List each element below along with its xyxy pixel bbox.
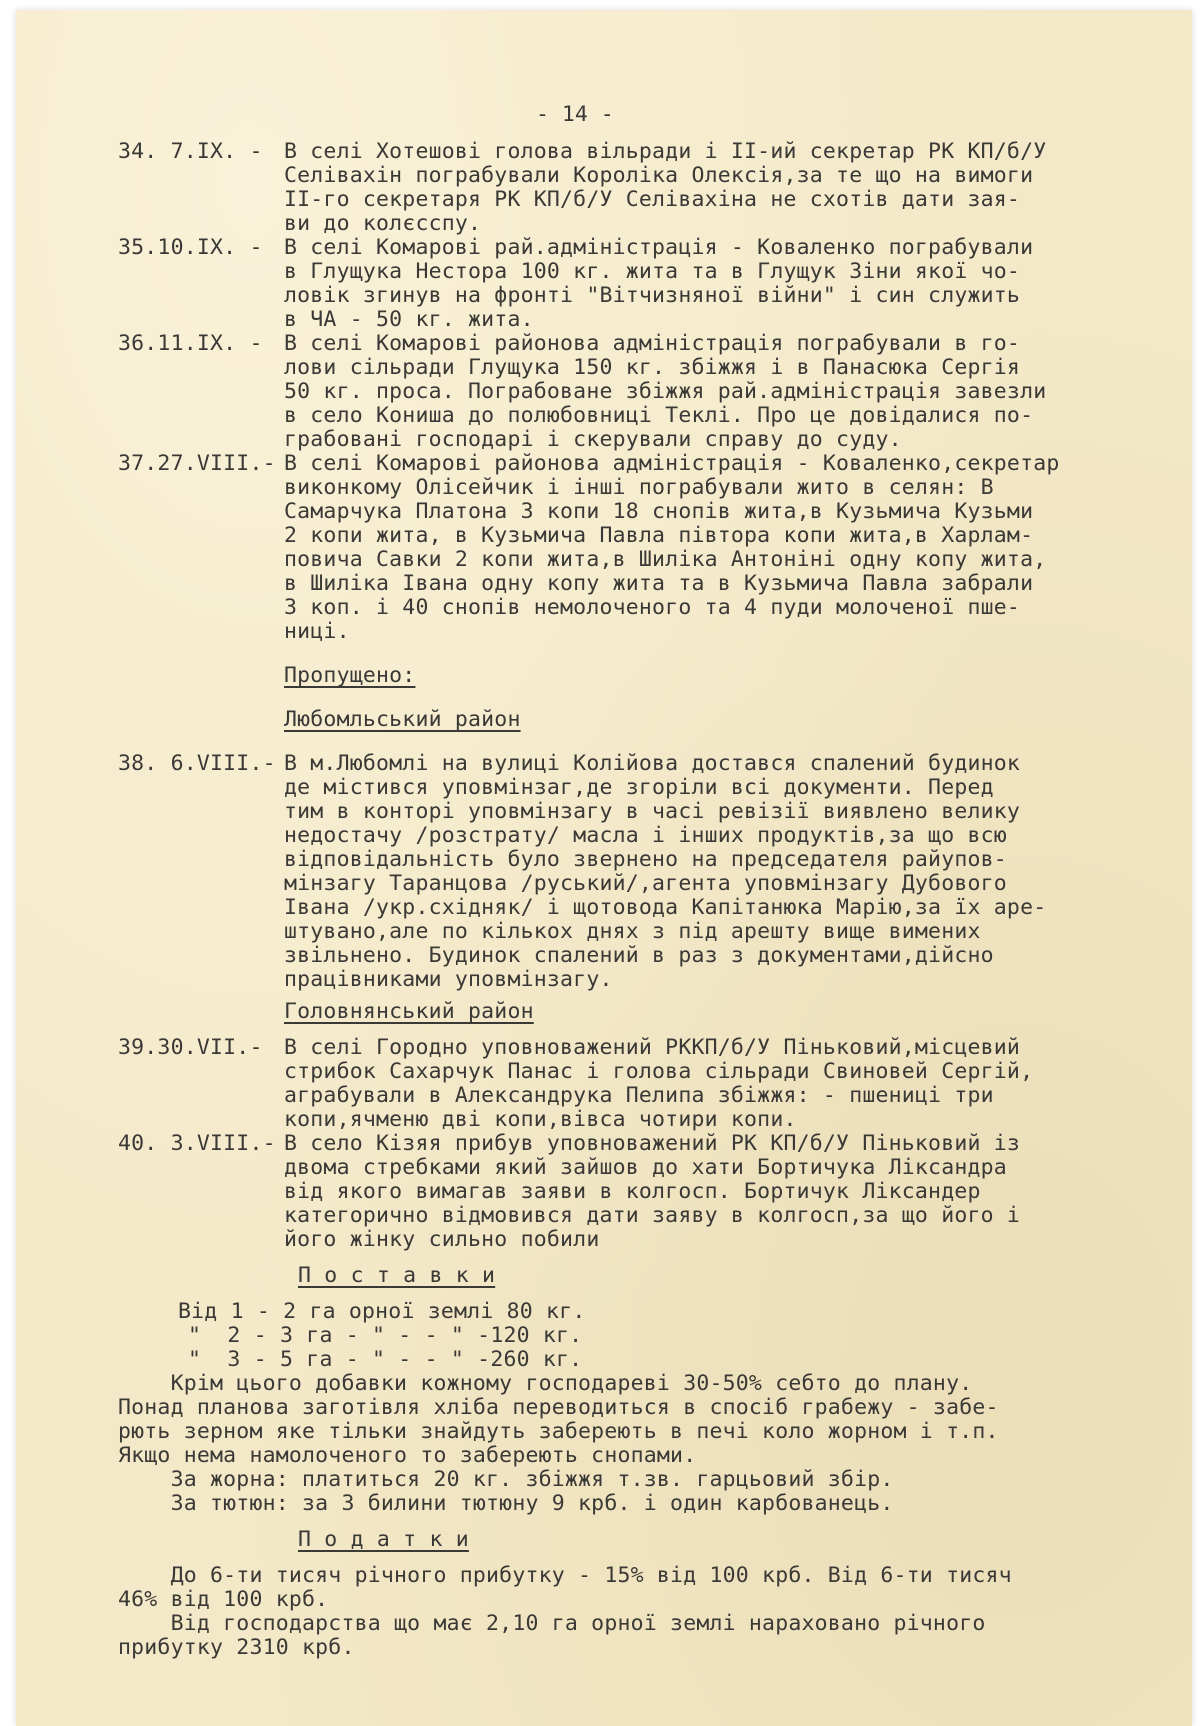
document-page bbox=[16, 10, 1192, 1726]
entry-37-line: в Шиліка Івана одну копу жита та в Кузьмича Павла забрали bbox=[284, 571, 1034, 596]
entry-37-line: В селі Комарові районова адміністрація - Коваленко,секретар bbox=[284, 451, 1060, 476]
heading-omitted: Пропущено: bbox=[284, 663, 416, 688]
deliveries-text-line: Крім цього добавки кожному господареві 30-50% себто до плану. bbox=[118, 1371, 973, 1396]
heading-district-lyubomlskyi: Любомльський район bbox=[284, 707, 521, 732]
entry-37-label: 37.27.VIII.- bbox=[118, 451, 276, 476]
entry-38-label: 38. 6.VIII.- bbox=[118, 751, 276, 776]
entry-40-label: 40. 3.VIII.- bbox=[118, 1131, 276, 1156]
entry-40-line: його жінку сильно побили bbox=[284, 1227, 600, 1252]
deliveries-row: " 2 - 3 га - " - - " -120 кг. bbox=[188, 1323, 583, 1348]
entry-36-line: 50 кг. проса. Пограбоване збіжжя рай.адміністрація завезли bbox=[284, 379, 1047, 404]
entry-37-line: ниці. bbox=[284, 619, 350, 644]
entry-38-line: відповідальність було звернено на председателя райупов- bbox=[284, 847, 1007, 872]
taxes-text-line: До 6-ти тисяч річного прибутку - 15% від 100 крб. Від 6-ти тисяч bbox=[118, 1563, 1012, 1588]
heading-deliveries: П о с т а в к и bbox=[298, 1263, 496, 1288]
entry-38-line: штувано,але по кількох днях з під арешту вище вимених bbox=[284, 919, 981, 944]
entry-37-line: Самарчука Платона 3 копи 18 снопів жита,в Кузьмича Кузьми bbox=[284, 499, 1034, 524]
entry-35-line: в Глущука Нестора 100 кг. жита та в Глущук Зіни якої чо- bbox=[284, 259, 1021, 284]
taxes-text-line: Від господарства що має 2,10 га орної землі нараховано річного bbox=[118, 1611, 986, 1636]
heading-taxes: П о д а т к и bbox=[298, 1527, 469, 1552]
entry-36-line: в село Кониша до полюбовниці Теклі. Про це довідалися по- bbox=[284, 403, 1034, 428]
entry-39-line: аграбували в Александрука Пелипа збіжжя: - пшениці три bbox=[284, 1083, 994, 1108]
entry-35-line: в ЧА - 50 кг. жита. bbox=[284, 307, 534, 332]
entry-38-line: Івана /укр.східняк/ і щотовода Капітанюка Марію,за їх аре- bbox=[284, 895, 1047, 920]
entry-37-line: 3 коп. і 40 снопів немолоченого та 4 пуди молоченої пше- bbox=[284, 595, 1021, 620]
entry-34-line: В селі Хотешові голова вільради і ІІ-ий секретар РК КП/б/У bbox=[284, 139, 1047, 164]
entry-38-line: недостачу /розстрату/ масла і інших продуктів,за що всю bbox=[284, 823, 1007, 848]
entry-40-line: В село Кізяя прибув уповноважений РК КП/б/У Піньковий із bbox=[284, 1131, 1021, 1156]
deliveries-text-line: рють зерном яке тільки знайдуть забереють в печі коло жорном і т.п. bbox=[118, 1419, 999, 1444]
deliveries-row: Від 1 - 2 га орної землі 80 кг. bbox=[178, 1299, 586, 1324]
entry-38-line: В м.Любомлі на вулиці Колійова достався спалений будинок bbox=[284, 751, 1021, 776]
entry-35-line: ловік згинув на фронті "Вітчизняної війни" і син служить bbox=[284, 283, 1021, 308]
entry-36-line: лови сільради Глущука 150 кг. збіжжя і в Панасюка Сергія bbox=[284, 355, 1021, 380]
entry-35-line: В селі Комарові рай.адміністрація - Коваленко пограбували bbox=[284, 235, 1034, 260]
deliveries-row: " 3 - 5 га - " - - " -260 кг. bbox=[188, 1347, 583, 1372]
entry-39-line: В селі Городно уповноважений РККП/б/У Піньковий,місцевий bbox=[284, 1035, 1021, 1060]
entry-38-line: мінзагу Таранцова /руський/,агента уповмінзагу Дубового bbox=[284, 871, 1007, 896]
entry-37-line: виконкому Олісейчик і інші пограбували жито в селян: В bbox=[284, 475, 994, 500]
entry-39-line: стрибок Сахарчук Панас і голова сільради Свиновей Сергій, bbox=[284, 1059, 1034, 1084]
taxes-text-line: 46% від 100 крб. bbox=[118, 1587, 329, 1612]
entry-35-label: 35.10.IX. - bbox=[118, 235, 263, 260]
entry-34-line: ІІ-го секретаря РК КП/б/У Селівахіна не схотів дати зая- bbox=[284, 187, 1021, 212]
entry-37-line: 2 копи жита, в Кузьмича Павла півтора копи жита,в Харлам- bbox=[284, 523, 1034, 548]
deliveries-text-line: Понад планова заготівля хліба переводиться в спосіб грабежу - забе- bbox=[118, 1395, 999, 1420]
page-number: - 14 - bbox=[536, 102, 614, 127]
entry-39-label: 39.30.VII.- bbox=[118, 1035, 263, 1060]
entry-38-line: де містився уповмінзаг,де згоріли всі документи. Перед bbox=[284, 775, 994, 800]
entry-38-line: тим в конторі уповмінзагу в часі ревізії виявлено велику bbox=[284, 799, 1021, 824]
entry-34-line: Селівахін пограбували Короліка Олексія,за те що на вимоги bbox=[284, 163, 1034, 188]
entry-37-line: повича Савки 2 копи жита,в Шиліка Антоніні одну копу жита, bbox=[284, 547, 1047, 572]
entry-36-line: В селі Комарові районова адміністрація пограбували в го- bbox=[284, 331, 1021, 356]
entry-40-line: від якого вимагав заяви в колгосп. Бортичук Ліксандер bbox=[284, 1179, 981, 1204]
entry-34-label: 34. 7.IX. - bbox=[118, 139, 263, 164]
entry-40-line: категорично відмовився дати заяву в колгосп,за що його і bbox=[284, 1203, 1021, 1228]
entry-34-line: ви до колєсспу. bbox=[284, 211, 482, 236]
entry-40-line: двома стребками який зайшов до хати Бортичука Ліксандра bbox=[284, 1155, 1007, 1180]
entry-38-line: звільнено. Будинок спалений в раз з документами,дійсно bbox=[284, 943, 994, 968]
entry-39-line: копи,ячменю дві копи,вівса чотири копи. bbox=[284, 1107, 797, 1132]
deliveries-text-line: За тютюн: за 3 билини тютюну 9 крб. і один карбованець. bbox=[118, 1491, 894, 1516]
entry-36-line: грабовані господарі і скерували справу до суду. bbox=[284, 427, 902, 452]
taxes-text-line: прибутку 2310 крб. bbox=[118, 1635, 355, 1660]
entry-38-line: працівниками уповмінзагу. bbox=[284, 967, 613, 992]
deliveries-text-line: За жорна: платиться 20 кг. збіжжя т.зв. гарцьовий збір. bbox=[118, 1467, 894, 1492]
heading-district-holovnianskyi: Головнянський район bbox=[284, 999, 534, 1024]
entry-36-label: 36.11.IX. - bbox=[118, 331, 263, 356]
deliveries-text-line: Якщо нема намолоченого то забереють снопами. bbox=[118, 1443, 697, 1468]
